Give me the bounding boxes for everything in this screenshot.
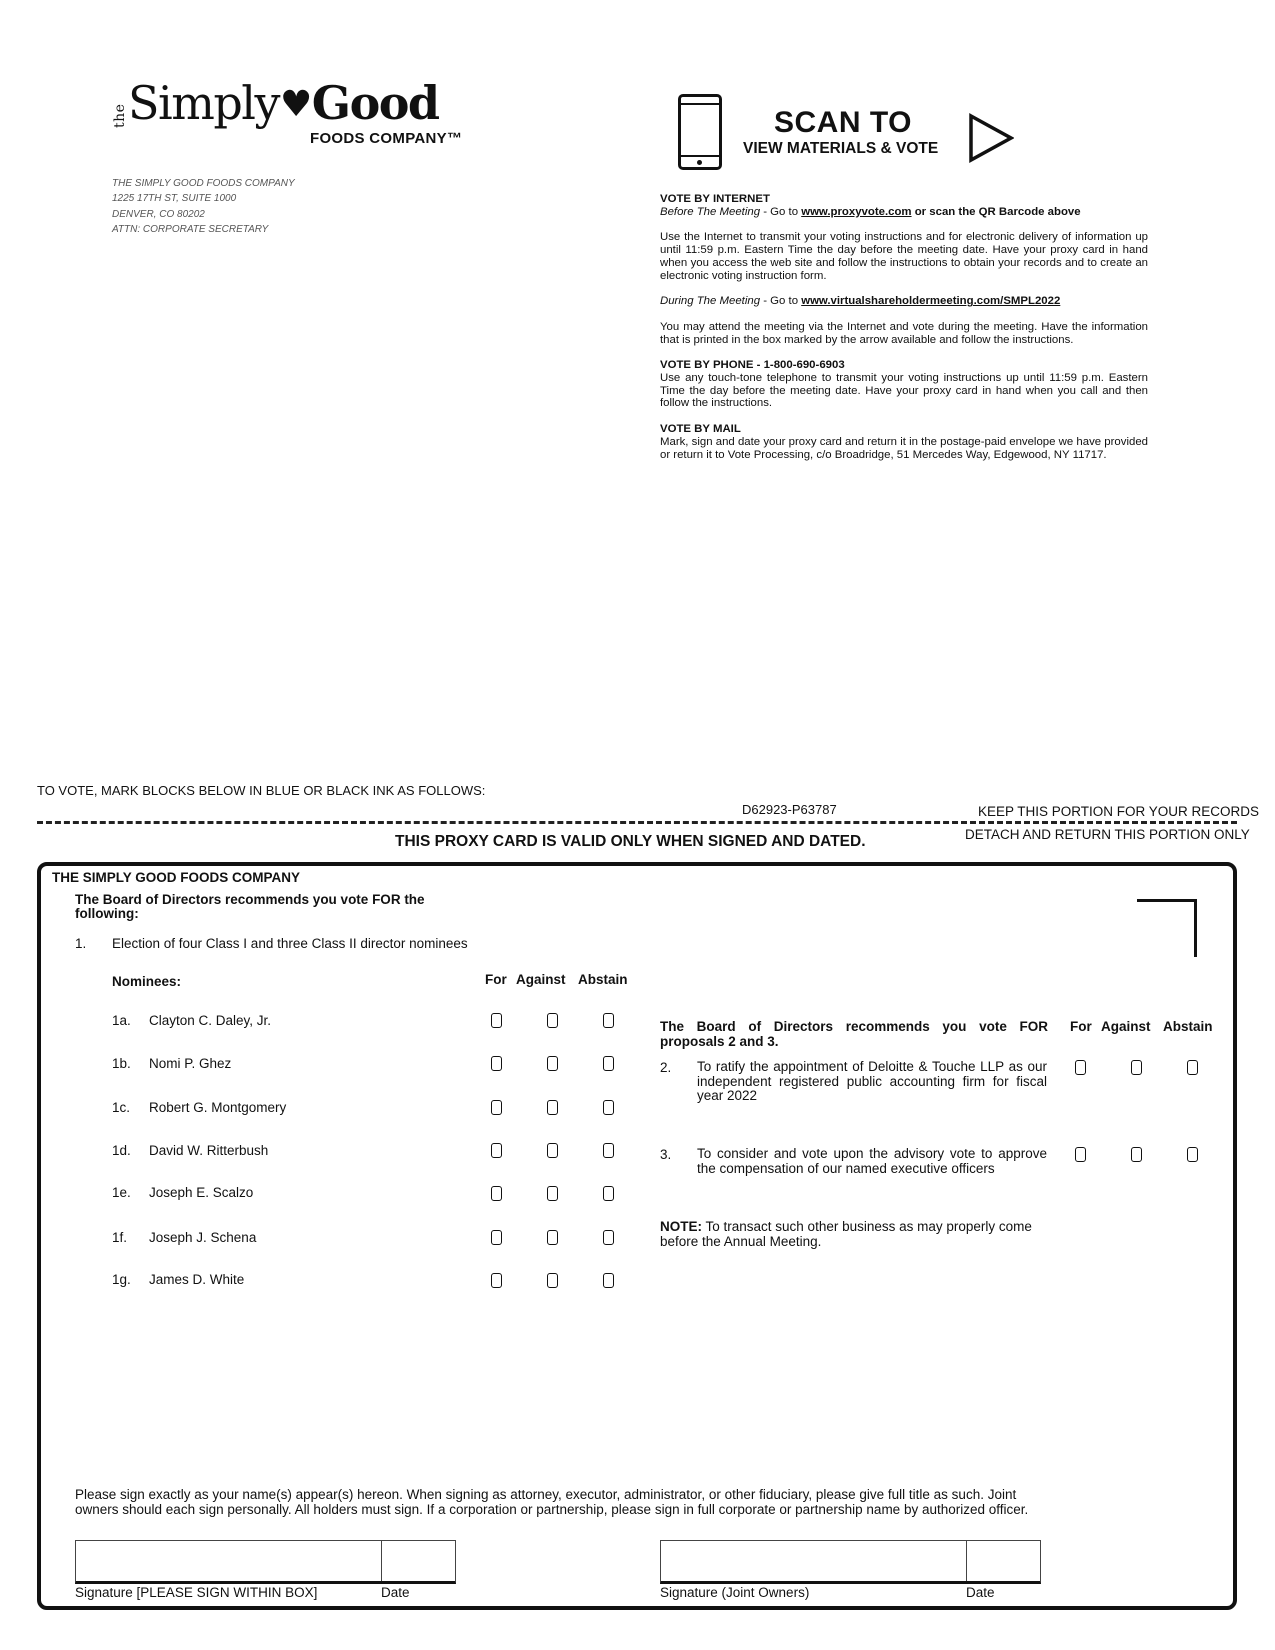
proposal-1-number: 1. (75, 936, 87, 951)
col-for-header-2: For (1070, 1019, 1092, 1034)
corner-mark (1137, 899, 1197, 957)
nominee-name: James D. White (149, 1272, 245, 1287)
mark-instructions: TO VOTE, MARK BLOCKS BELOW IN BLUE OR BLACK INK AS FOLLOWS: (37, 783, 486, 798)
vote-abstain-checkbox[interactable] (603, 1100, 614, 1115)
nominee-code: 1a. (112, 1013, 131, 1028)
logo-wordmark (128, 76, 439, 130)
nominee-code: 1b. (112, 1056, 131, 1071)
joint-date-label: Date (966, 1585, 995, 1600)
vote-phone-heading: VOTE BY PHONE - 1-800-690-6903 (660, 359, 845, 372)
vote-for-checkbox[interactable] (1075, 1147, 1086, 1162)
detach-portion-label: DETACH AND RETURN THIS PORTION ONLY (965, 827, 1250, 842)
scan-subtitle: VIEW MATERIALS & VOTE (743, 140, 939, 157)
vote-mail-heading: VOTE BY MAIL (660, 423, 741, 436)
vote-abstain-checkbox[interactable] (1187, 1147, 1198, 1162)
nominee-name: Clayton C. Daley, Jr. (149, 1013, 272, 1028)
address-line: THE SIMPLY GOOD FOODS COMPANY (112, 178, 295, 189)
col-abstain-header: Abstain (578, 972, 628, 987)
col-against-header-2: Against (1101, 1019, 1151, 1034)
joint-signature-box[interactable] (660, 1540, 1041, 1584)
vote-phone-body: Use any touch-tone telephone to transmit your voting instructions up until 11:59 p.m. Eastern Time the day before the meeting date. Have your proxy card in hand when you call and then follow the instructions. (660, 372, 1148, 410)
vote-abstain-checkbox[interactable] (603, 1013, 614, 1028)
detach-line-right (970, 821, 1237, 824)
nominee-name: Joseph J. Schena (149, 1230, 257, 1245)
nominee-name: David W. Ritterbush (149, 1143, 269, 1158)
detach-line (37, 821, 967, 824)
board-recommendation-2: The Board of Directors recommends you vote FOR proposals 2 and 3. (660, 1019, 1048, 1049)
keep-portion-label: KEEP THIS PORTION FOR YOUR RECORDS (978, 804, 1260, 819)
vote-for-checkbox[interactable] (491, 1230, 502, 1245)
address-line: ATTN: CORPORATE SECRETARY (112, 224, 269, 236)
during-meeting-line: During The Meeting - Go to www.virtualshareholdermeeting.com/SMPL2022 (660, 295, 1061, 308)
proxyvote-link[interactable]: www.proxyvote.com (801, 205, 912, 218)
vote-abstain-checkbox[interactable] (603, 1056, 614, 1071)
vote-against-checkbox[interactable] (547, 1186, 558, 1201)
vote-against-checkbox[interactable] (547, 1230, 558, 1245)
proposal-text: To consider and vote upon the advisory vote to approve the compensation of our named executive officers (697, 1146, 1047, 1176)
nominee-code: 1e. (112, 1185, 131, 1200)
nominees-heading: Nominees: (112, 974, 182, 989)
control-number: D62923-P63787 (742, 802, 837, 817)
joint-signature-label: Signature (Joint Owners) (660, 1585, 810, 1600)
proposal-number: 3. (660, 1147, 672, 1162)
board-recommendation-1: The Board of Directors recommends you vote FOR the following: (75, 892, 425, 921)
nominee-code: 1g. (112, 1272, 131, 1287)
nominee-name: Joseph E. Scalzo (149, 1185, 254, 1200)
vote-against-checkbox[interactable] (547, 1013, 558, 1028)
proposal-text: To ratify the appointment of Deloitte & Touche LLP as our independent registered public accounting firm for fiscal year 2022 (697, 1059, 1047, 1103)
vote-against-checkbox[interactable] (547, 1056, 558, 1071)
vote-abstain-checkbox[interactable] (603, 1143, 614, 1158)
heart-icon: ♥ (280, 84, 311, 125)
col-abstain-header-2: Abstain (1163, 1019, 1213, 1034)
nominee-name: Nomi P. Ghez (149, 1056, 232, 1071)
vote-abstain-checkbox[interactable] (1187, 1060, 1198, 1075)
address-line: DENVER, CO 80202 (112, 208, 205, 220)
nominee-name: Robert G. Montgomery (149, 1100, 287, 1115)
internet-body: Use the Internet to transmit your voting instructions and for electronic delivery of information up until 11:59 p.m. Eastern Time the day before the meeting date. Have your proxy card in hand when you access the web site and follow the instructions to obtain your records and to create an electronic voting instruction form. (660, 231, 1148, 282)
vote-against-checkbox[interactable] (547, 1143, 558, 1158)
nominee-code: 1d. (112, 1143, 131, 1158)
signature-label: Signature [PLEASE SIGN WITHIN BOX] (75, 1585, 318, 1600)
date-divider (966, 1541, 967, 1581)
smartphone-icon (678, 94, 722, 170)
col-against-header: Against (516, 972, 566, 987)
vote-mail-body: Mark, sign and date your proxy card and return it in the postage-paid envelope we have provided or return it to Vote Processing, c/o Broadridge, 51 Mercedes Way, Edgewood, NY 11717. (660, 435, 1148, 461)
before-meeting-line: Before The Meeting - Go to www.proxyvote.com or scan the QR Barcode above (660, 205, 1081, 218)
signature-box[interactable] (75, 1540, 456, 1584)
nominee-code: 1c. (112, 1100, 131, 1115)
vote-abstain-checkbox[interactable] (603, 1230, 614, 1245)
signing-instructions: Please sign exactly as your name(s) appear(s) hereon. When signing as attorney, executor, administrator, or other fiduciary, please give full title as such. Joint owners should each sign personally. All holders must sign. If a corporation or partnership, please sign in full corporate or partnership name by authorized officer. (75, 1487, 1029, 1517)
vote-abstain-checkbox[interactable] (603, 1186, 614, 1201)
play-arrow-icon (968, 113, 1014, 163)
logo-foods-company: FOODS COMPANY™ (310, 130, 463, 147)
valid-notice: THIS PROXY CARD IS VALID ONLY WHEN SIGNED AND DATED. (395, 833, 866, 850)
virtual-meeting-link[interactable]: www.virtualshareholdermeeting.com/SMPL2022 (801, 295, 1061, 308)
return-address (112, 176, 295, 238)
voting-instructions (660, 193, 1148, 461)
date-label: Date (381, 1585, 410, 1600)
date-divider (381, 1541, 382, 1581)
vote-internet-heading: VOTE BY INTERNET (660, 193, 770, 205)
logo-the: the (112, 103, 128, 128)
logo-good: Good (311, 76, 439, 130)
vote-for-checkbox[interactable] (491, 1100, 502, 1115)
proposal-1-text: Election of four Class I and three Class II director nominees (112, 936, 468, 951)
vote-for-checkbox[interactable] (491, 1273, 502, 1288)
vote-against-checkbox[interactable] (547, 1273, 558, 1288)
vote-for-checkbox[interactable] (491, 1143, 502, 1158)
address-line: 1225 17TH ST, SUITE 1000 (112, 193, 237, 205)
during-meeting-body: You may attend the meeting via the Internet and vote during the meeting. Have the information that is printed in the box marked by the arrow available and follow the instructions. (660, 320, 1148, 346)
vote-abstain-checkbox[interactable] (603, 1273, 614, 1288)
nominee-code: 1f. (112, 1230, 128, 1245)
company-logo (112, 76, 472, 154)
vote-against-checkbox[interactable] (1131, 1060, 1142, 1075)
proposal-number: 2. (660, 1060, 672, 1075)
vote-for-checkbox[interactable] (1075, 1060, 1086, 1075)
vote-for-checkbox[interactable] (491, 1013, 502, 1028)
vote-against-checkbox[interactable] (1131, 1147, 1142, 1162)
logo-simply: Simply (128, 76, 279, 130)
vote-for-checkbox[interactable] (491, 1186, 502, 1201)
vote-for-checkbox[interactable] (491, 1056, 502, 1071)
card-company-name: THE SIMPLY GOOD FOODS COMPANY (52, 870, 301, 885)
note-text: NOTE: To transact such other business as may properly come before the Annual Meeting. (660, 1219, 1032, 1249)
scan-title: SCAN TO (774, 106, 912, 139)
col-for-header: For (485, 972, 507, 987)
vote-against-checkbox[interactable] (547, 1100, 558, 1115)
